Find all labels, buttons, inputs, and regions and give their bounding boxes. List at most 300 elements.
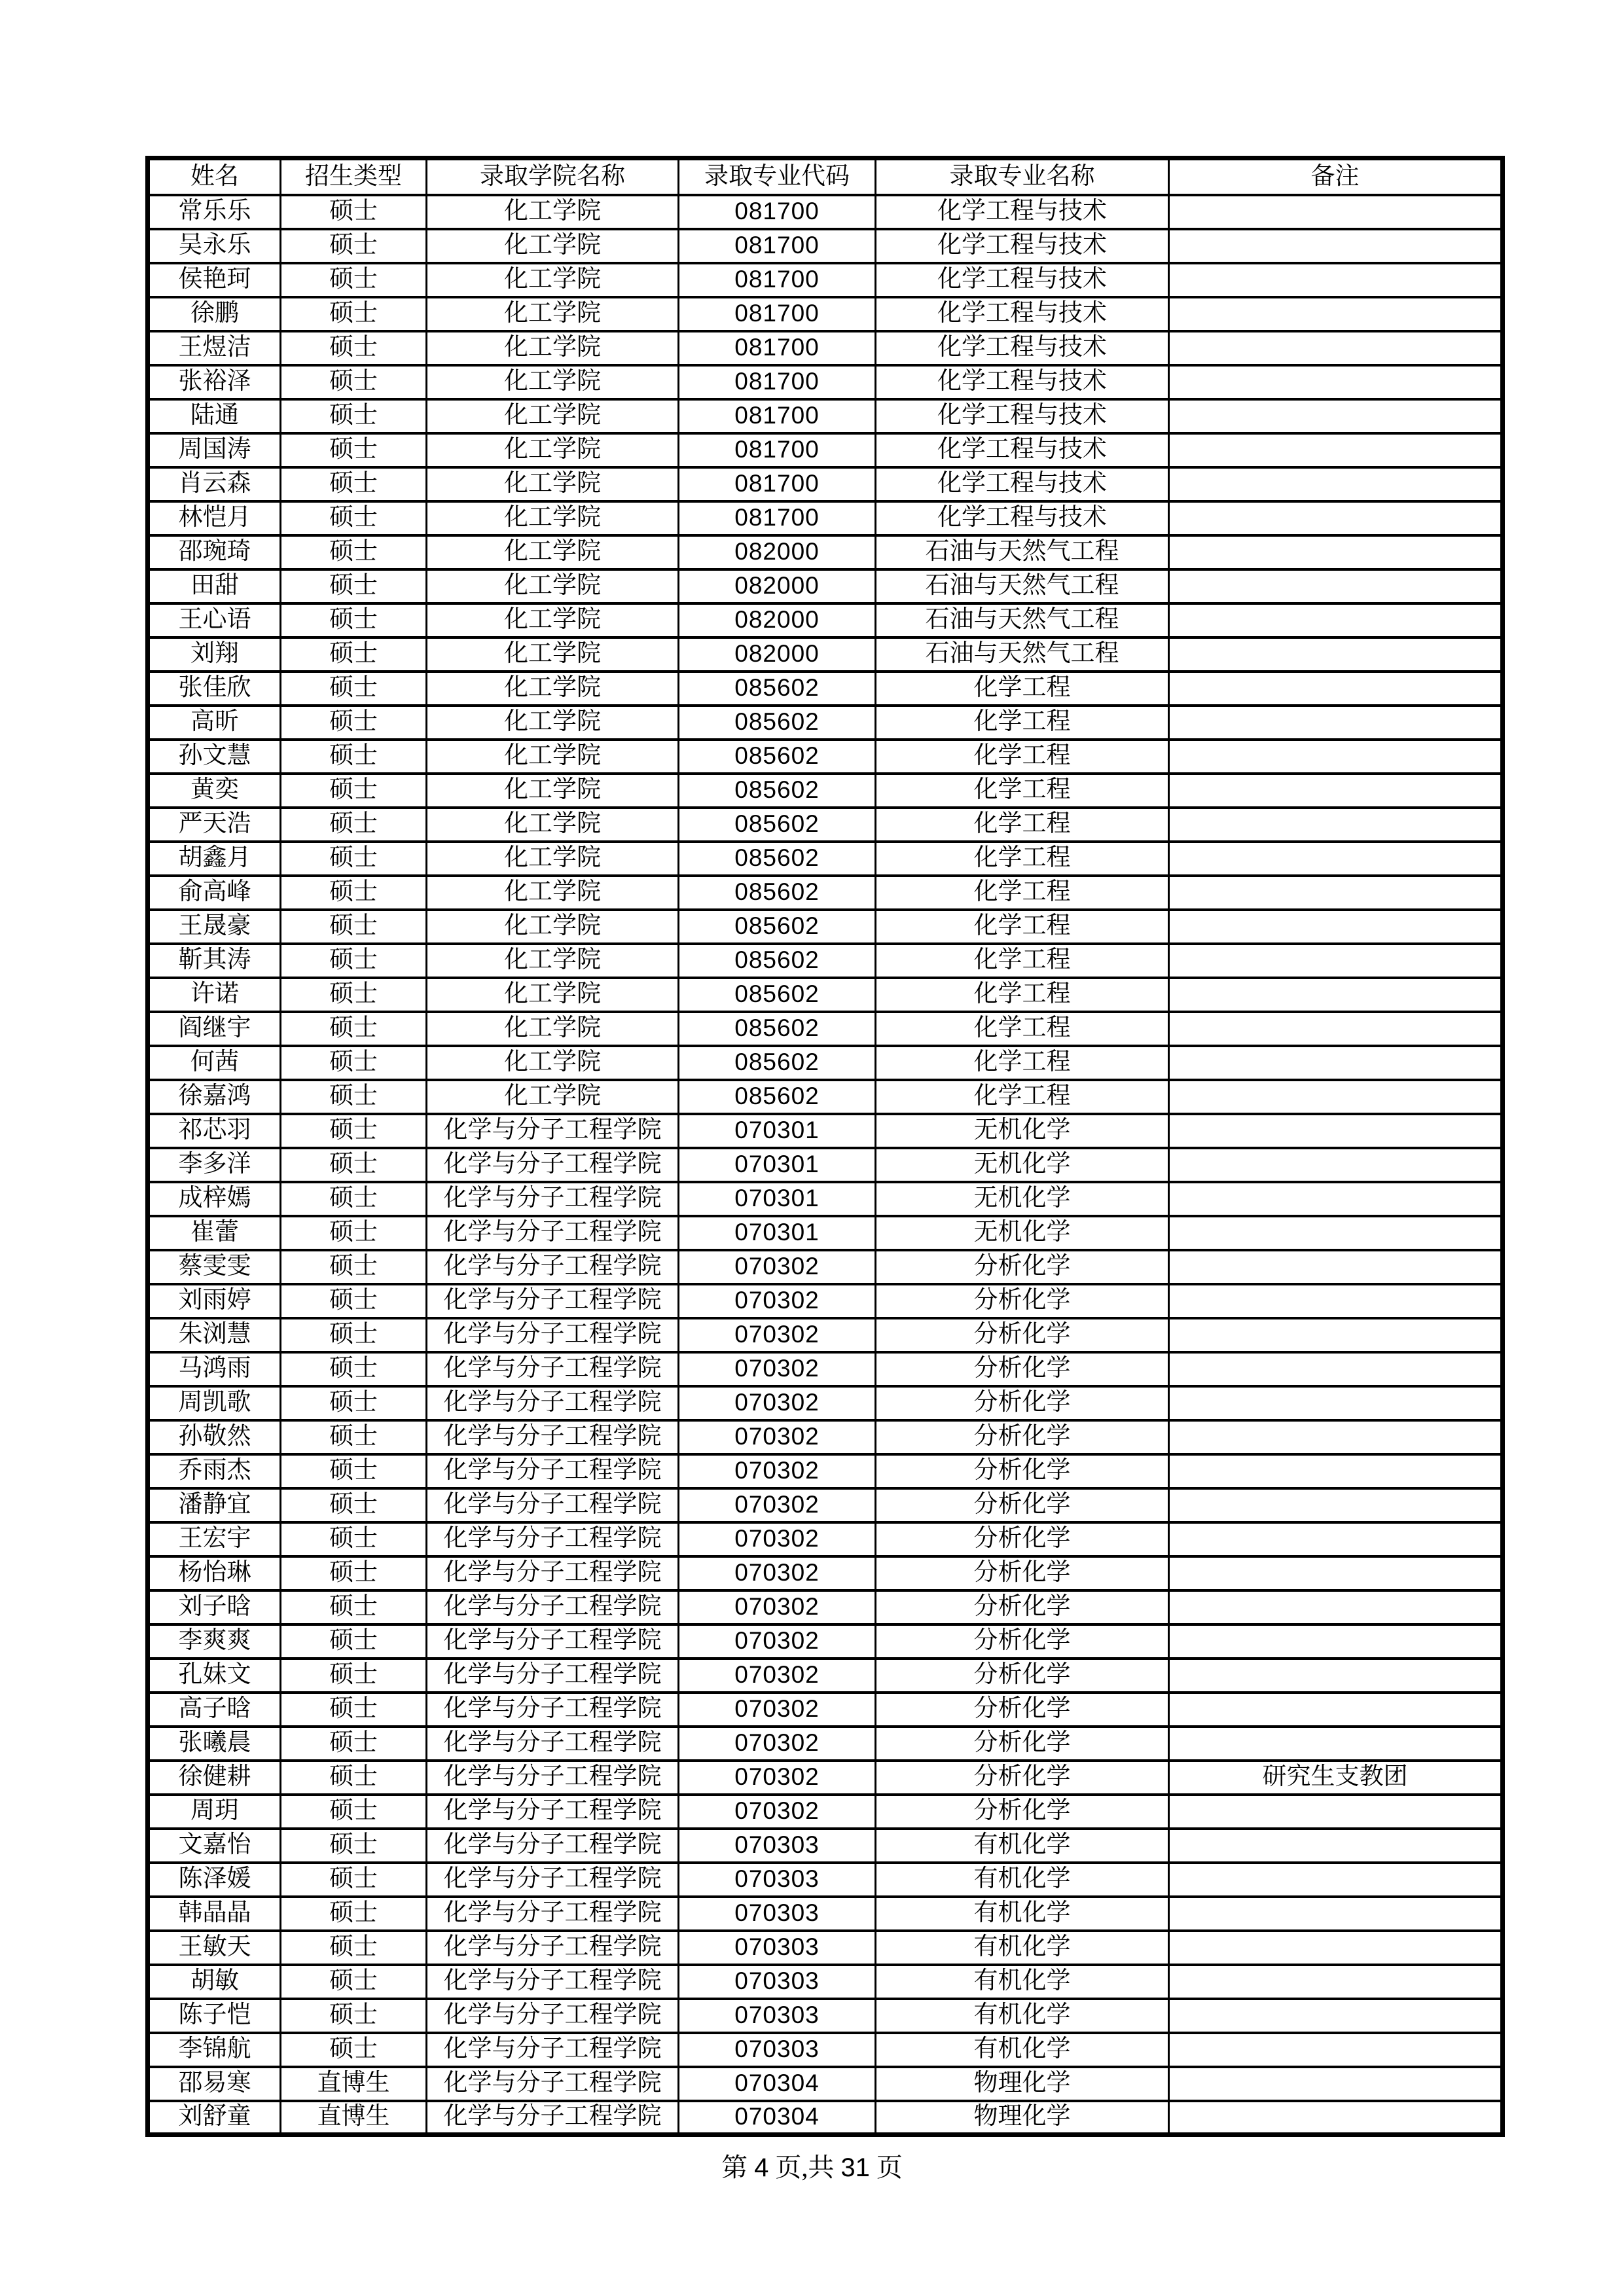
table-row [148,1965,1503,1999]
cell-major-name: 化学工程与技术 [876,365,1169,399]
cell-name: 孙敬然 [148,1420,281,1454]
cell-major-name: 无机化学 [876,1216,1169,1250]
cell-remark [1169,876,1503,910]
cell-major-name: 有机化学 [876,2033,1169,2067]
cell-admission-type: 硕士 [281,1386,427,1420]
cell-admission-type: 硕士 [281,1897,427,1931]
cell-name: 高昕 [148,706,281,740]
cell-remark [1169,944,1503,978]
cell-admission-type: 硕士 [281,774,427,808]
cell-name: 阎继宇 [148,1012,281,1046]
cell-admission-type: 硕士 [281,1148,427,1182]
cell-college: 化工学院 [427,501,679,535]
cell-major-code: 070301 [679,1182,876,1216]
cell-college: 化工学院 [427,603,679,637]
cell-college: 化学与分子工程学院 [427,1182,679,1216]
cell-remark [1169,1590,1503,1624]
cell-admission-type: 硕士 [281,1795,427,1829]
cell-major-name: 分析化学 [876,1318,1169,1352]
cell-college: 化工学院 [427,1080,679,1114]
cell-major-name: 化学工程与技术 [876,467,1169,501]
table-row [148,978,1503,1012]
table-row [148,876,1503,910]
cell-college: 化工学院 [427,672,679,706]
table-row [148,1250,1503,1284]
cell-major-code: 070303 [679,2033,876,2067]
cell-remark [1169,1148,1503,1182]
cell-admission-type: 硕士 [281,1761,427,1795]
cell-major-code: 070302 [679,1522,876,1556]
table-row [148,910,1503,944]
cell-major-code: 070302 [679,1488,876,1522]
table-row [148,263,1503,297]
cell-admission-type: 硕士 [281,1693,427,1727]
table-row [148,467,1503,501]
cell-remark [1169,1863,1503,1897]
cell-major-name: 化学工程 [876,706,1169,740]
cell-remark [1169,808,1503,842]
cell-major-code: 085602 [679,1046,876,1080]
cell-admission-type: 硕士 [281,1352,427,1386]
cell-college: 化工学院 [427,229,679,263]
cell-college: 化学与分子工程学院 [427,1863,679,1897]
cell-major-code: 070303 [679,1999,876,2033]
table-row [148,229,1503,263]
cell-name: 高子晗 [148,1693,281,1727]
cell-college: 化学与分子工程学院 [427,1795,679,1829]
cell-college: 化学与分子工程学院 [427,1761,679,1795]
cell-college: 化工学院 [427,944,679,978]
cell-major-name: 石油与天然气工程 [876,603,1169,637]
cell-name: 胡鑫月 [148,842,281,876]
cell-college: 化工学院 [427,569,679,603]
cell-name: 黄奕 [148,774,281,808]
cell-admission-type: 硕士 [281,740,427,774]
table-row [148,1931,1503,1965]
cell-admission-type: 硕士 [281,1114,427,1148]
cell-major-name: 分析化学 [876,1522,1169,1556]
cell-college: 化工学院 [427,535,679,569]
cell-college: 化学与分子工程学院 [427,1114,679,1148]
cell-major-name: 无机化学 [876,1148,1169,1182]
cell-major-name: 有机化学 [876,1897,1169,1931]
cell-major-code: 081700 [679,467,876,501]
cell-major-code: 070302 [679,1556,876,1590]
cell-college: 化学与分子工程学院 [427,1284,679,1318]
cell-college: 化工学院 [427,467,679,501]
cell-remark [1169,1012,1503,1046]
cell-major-name: 分析化学 [876,1727,1169,1761]
cell-remark [1169,433,1503,467]
table-row [148,1352,1503,1386]
table-row [148,1182,1503,1216]
header-name: 姓名 [148,158,281,195]
cell-major-code: 082000 [679,637,876,672]
cell-major-name: 化学工程 [876,808,1169,842]
cell-admission-type: 硕士 [281,1965,427,1999]
cell-college: 化学与分子工程学院 [427,1693,679,1727]
cell-remark [1169,1965,1503,1999]
table-row [148,842,1503,876]
cell-name: 周凯歌 [148,1386,281,1420]
cell-major-code: 082000 [679,569,876,603]
cell-admission-type: 硕士 [281,978,427,1012]
cell-admission-type: 硕士 [281,1931,427,1965]
cell-remark [1169,1795,1503,1829]
table-row [148,637,1503,672]
cell-major-name: 化学工程与技术 [876,399,1169,433]
cell-admission-type: 硕士 [281,944,427,978]
cell-admission-type: 硕士 [281,1659,427,1693]
cell-name: 朱浏慧 [148,1318,281,1352]
header-major-name: 录取专业名称 [876,158,1169,195]
cell-remark [1169,229,1503,263]
cell-college: 化工学院 [427,433,679,467]
cell-remark [1169,1522,1503,1556]
cell-remark [1169,1693,1503,1727]
table-row [148,1556,1503,1590]
cell-major-name: 分析化学 [876,1250,1169,1284]
cell-college: 化学与分子工程学院 [427,1590,679,1624]
cell-major-name: 化学工程 [876,1080,1169,1114]
cell-major-name: 化学工程与技术 [876,229,1169,263]
cell-remark [1169,2033,1503,2067]
table-row [148,365,1503,399]
cell-name: 韩晶晶 [148,1897,281,1931]
cell-major-code: 085602 [679,978,876,1012]
cell-college: 化学与分子工程学院 [427,1829,679,1863]
table-row [148,1114,1503,1148]
cell-major-code: 070303 [679,1965,876,1999]
table-row [148,1080,1503,1114]
cell-major-code: 070301 [679,1148,876,1182]
cell-major-code: 081700 [679,399,876,433]
cell-admission-type: 硕士 [281,1999,427,2033]
cell-remark [1169,1556,1503,1590]
cell-remark [1169,1897,1503,1931]
table-row [148,1624,1503,1659]
cell-name: 刘子晗 [148,1590,281,1624]
cell-major-code: 070302 [679,1250,876,1284]
cell-admission-type: 硕士 [281,399,427,433]
cell-name: 徐健耕 [148,1761,281,1795]
cell-major-name: 化学工程 [876,1046,1169,1080]
table-row [148,1795,1503,1829]
cell-major-name: 无机化学 [876,1114,1169,1148]
cell-major-code: 070302 [679,1659,876,1693]
cell-major-code: 085602 [679,876,876,910]
cell-admission-type: 硕士 [281,637,427,672]
cell-college: 化学与分子工程学院 [427,1659,679,1693]
cell-name: 李多洋 [148,1148,281,1182]
cell-admission-type: 硕士 [281,1590,427,1624]
cell-admission-type: 硕士 [281,1522,427,1556]
cell-major-name: 分析化学 [876,1624,1169,1659]
footer-page-number: 4 [754,2153,769,2182]
cell-admission-type: 硕士 [281,433,427,467]
cell-name: 徐鹏 [148,297,281,331]
cell-admission-type: 硕士 [281,1863,427,1897]
cell-name: 孙文慧 [148,740,281,774]
cell-college: 化工学院 [427,399,679,433]
cell-remark [1169,603,1503,637]
cell-admission-type: 硕士 [281,603,427,637]
cell-admission-type: 硕士 [281,1012,427,1046]
cell-major-name: 石油与天然气工程 [876,637,1169,672]
cell-name: 俞高峰 [148,876,281,910]
cell-admission-type: 硕士 [281,1454,427,1488]
cell-admission-type: 硕士 [281,1556,427,1590]
cell-name: 何茜 [148,1046,281,1080]
cell-admission-type: 硕士 [281,842,427,876]
cell-remark [1169,1420,1503,1454]
footer-total-pages: 31 [840,2153,870,2182]
cell-major-code: 070302 [679,1352,876,1386]
cell-remark [1169,1727,1503,1761]
cell-college: 化学与分子工程学院 [427,1454,679,1488]
cell-admission-type: 直博生 [281,2067,427,2101]
cell-name: 王煜洁 [148,331,281,365]
cell-admission-type: 硕士 [281,331,427,365]
cell-major-code: 070303 [679,1897,876,1931]
cell-college: 化学与分子工程学院 [427,1999,679,2033]
footer-suffix: 页 [869,2153,903,2182]
cell-admission-type: 硕士 [281,1250,427,1284]
table-row [148,501,1503,535]
cell-name: 林恺月 [148,501,281,535]
cell-major-code: 085602 [679,910,876,944]
cell-major-name: 分析化学 [876,1693,1169,1727]
cell-major-code: 085602 [679,1012,876,1046]
cell-major-name: 分析化学 [876,1590,1169,1624]
cell-name: 刘舒童 [148,2101,281,2135]
cell-name: 邵琬琦 [148,535,281,569]
cell-name: 李锦航 [148,2033,281,2067]
cell-name: 乔雨杰 [148,1454,281,1488]
cell-name: 蔡雯雯 [148,1250,281,1284]
cell-remark [1169,1829,1503,1863]
table-row [148,433,1503,467]
cell-college: 化工学院 [427,910,679,944]
table-row [148,1522,1503,1556]
footer-infix: 页,共 [768,2153,841,2182]
cell-remark [1169,740,1503,774]
cell-admission-type: 硕士 [281,876,427,910]
cell-name: 王敏天 [148,1931,281,1965]
cell-college: 化工学院 [427,740,679,774]
cell-name: 马鸿雨 [148,1352,281,1386]
cell-major-name: 化学工程 [876,672,1169,706]
cell-major-name: 分析化学 [876,1556,1169,1590]
cell-college: 化学与分子工程学院 [427,1148,679,1182]
header-college: 录取学院名称 [427,158,679,195]
cell-admission-type: 硕士 [281,263,427,297]
table-row [148,195,1503,229]
cell-remark [1169,1250,1503,1284]
cell-major-code: 085602 [679,944,876,978]
cell-major-name: 分析化学 [876,1795,1169,1829]
cell-major-name: 分析化学 [876,1284,1169,1318]
cell-remark [1169,774,1503,808]
cell-admission-type: 硕士 [281,1727,427,1761]
cell-remark [1169,195,1503,229]
cell-college: 化工学院 [427,876,679,910]
cell-name: 李爽爽 [148,1624,281,1659]
cell-major-name: 物理化学 [876,2101,1169,2135]
cell-major-name: 化学工程与技术 [876,195,1169,229]
cell-admission-type: 硕士 [281,365,427,399]
cell-name: 张佳欣 [148,672,281,706]
cell-admission-type: 硕士 [281,910,427,944]
cell-admission-type: 硕士 [281,467,427,501]
cell-major-name: 化学工程 [876,944,1169,978]
cell-major-name: 化学工程 [876,1012,1169,1046]
cell-admission-type: 硕士 [281,1420,427,1454]
cell-major-name: 化学工程与技术 [876,433,1169,467]
cell-major-code: 070302 [679,1761,876,1795]
cell-major-name: 化学工程 [876,774,1169,808]
cell-admission-type: 硕士 [281,1829,427,1863]
cell-name: 徐嘉鸿 [148,1080,281,1114]
cell-major-name: 化学工程与技术 [876,297,1169,331]
cell-major-name: 分析化学 [876,1420,1169,1454]
table-row [148,1590,1503,1624]
cell-major-name: 化学工程 [876,740,1169,774]
cell-admission-type: 硕士 [281,569,427,603]
header-major-code: 录取专业代码 [679,158,876,195]
cell-college: 化学与分子工程学院 [427,1250,679,1284]
header-admission-type: 招生类型 [281,158,427,195]
cell-remark [1169,467,1503,501]
cell-remark: 研究生支教团 [1169,1761,1503,1795]
cell-major-code: 070301 [679,1114,876,1148]
cell-name: 陈子恺 [148,1999,281,2033]
cell-remark [1169,672,1503,706]
cell-name: 杨怡琳 [148,1556,281,1590]
cell-major-code: 070302 [679,1284,876,1318]
cell-major-code: 070302 [679,1386,876,1420]
cell-college: 化学与分子工程学院 [427,1931,679,1965]
cell-college: 化工学院 [427,808,679,842]
table-row [148,2101,1503,2135]
cell-major-name: 无机化学 [876,1182,1169,1216]
cell-remark [1169,1284,1503,1318]
table-row [148,1386,1503,1420]
cell-remark [1169,1114,1503,1148]
cell-name: 祁芯羽 [148,1114,281,1148]
cell-college: 化工学院 [427,297,679,331]
cell-admission-type: 硕士 [281,1624,427,1659]
cell-admission-type: 硕士 [281,1318,427,1352]
cell-remark [1169,365,1503,399]
cell-remark [1169,535,1503,569]
cell-major-code: 081700 [679,195,876,229]
cell-college: 化学与分子工程学院 [427,1965,679,1999]
cell-major-code: 085602 [679,706,876,740]
cell-major-name: 有机化学 [876,1829,1169,1863]
cell-name: 王宏宇 [148,1522,281,1556]
cell-remark [1169,1999,1503,2033]
cell-major-code: 070302 [679,1795,876,1829]
cell-major-code: 070304 [679,2101,876,2135]
table-row [148,1659,1503,1693]
cell-college: 化工学院 [427,774,679,808]
cell-name: 张裕泽 [148,365,281,399]
cell-remark [1169,706,1503,740]
table-row [148,1420,1503,1454]
cell-name: 胡敏 [148,1965,281,1999]
cell-remark [1169,1216,1503,1250]
cell-name: 陆通 [148,399,281,433]
cell-name: 靳其涛 [148,944,281,978]
cell-admission-type: 硕士 [281,1216,427,1250]
cell-name: 周国涛 [148,433,281,467]
cell-remark [1169,1488,1503,1522]
cell-college: 化学与分子工程学院 [427,1386,679,1420]
cell-name: 刘翔 [148,637,281,672]
cell-admission-type: 硕士 [281,1046,427,1080]
cell-major-code: 070303 [679,1829,876,1863]
cell-remark [1169,1182,1503,1216]
table-row [148,603,1503,637]
cell-remark [1169,978,1503,1012]
cell-remark [1169,1659,1503,1693]
cell-admission-type: 硕士 [281,672,427,706]
cell-college: 化学与分子工程学院 [427,1897,679,1931]
table-row [148,706,1503,740]
table-row [148,774,1503,808]
cell-name: 张曦晨 [148,1727,281,1761]
cell-major-name: 化学工程与技术 [876,331,1169,365]
cell-remark [1169,331,1503,365]
table-row [148,1727,1503,1761]
cell-remark [1169,2067,1503,2101]
cell-major-code: 082000 [679,603,876,637]
footer-prefix: 第 [721,2153,755,2182]
table-row [148,2067,1503,2101]
cell-remark [1169,1931,1503,1965]
cell-college: 化学与分子工程学院 [427,1216,679,1250]
cell-major-code: 081700 [679,331,876,365]
table-row [148,1829,1503,1863]
cell-college: 化工学院 [427,1012,679,1046]
table-row [148,1284,1503,1318]
table-row [148,569,1503,603]
cell-name: 成梓嫣 [148,1182,281,1216]
cell-major-name: 石油与天然气工程 [876,535,1169,569]
page-footer [0,2152,1624,2183]
cell-major-name: 分析化学 [876,1659,1169,1693]
cell-college: 化学与分子工程学院 [427,1727,679,1761]
cell-remark [1169,2101,1503,2135]
cell-major-code: 070302 [679,1318,876,1352]
cell-remark [1169,1386,1503,1420]
cell-name: 刘雨婷 [148,1284,281,1318]
cell-college: 化工学院 [427,637,679,672]
cell-major-code: 070302 [679,1693,876,1727]
cell-remark [1169,1318,1503,1352]
cell-major-code: 070302 [679,1624,876,1659]
cell-major-name: 分析化学 [876,1488,1169,1522]
cell-college: 化学与分子工程学院 [427,2101,679,2135]
cell-major-code: 085602 [679,808,876,842]
cell-remark [1169,501,1503,535]
cell-admission-type: 硕士 [281,1080,427,1114]
cell-name: 陈泽媛 [148,1863,281,1897]
cell-college: 化工学院 [427,195,679,229]
cell-name: 潘静宜 [148,1488,281,1522]
cell-name: 王晟豪 [148,910,281,944]
